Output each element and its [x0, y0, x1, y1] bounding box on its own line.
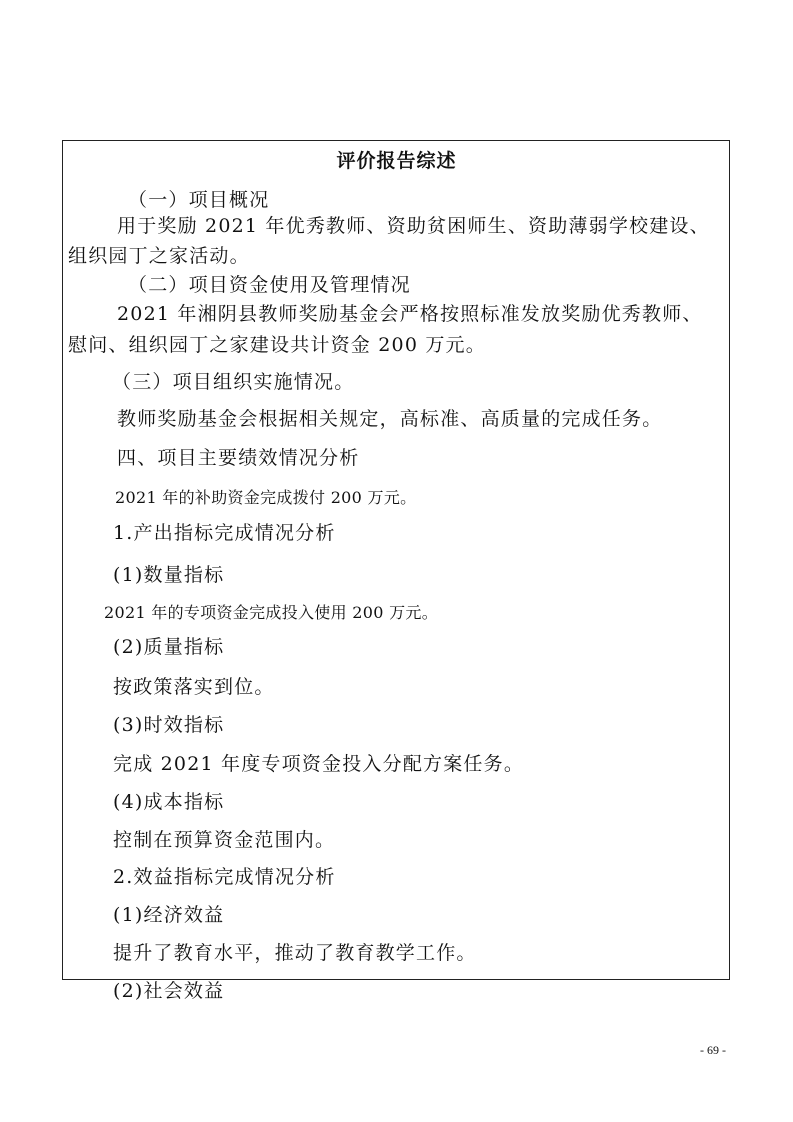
body-line: 慰问、组织园丁之家建设共计资金 200 万元。: [68, 334, 486, 356]
body-line: 完成 2021 年度专项资金投入分配方案任务。: [113, 753, 525, 775]
body-line: 组织园丁之家活动。: [68, 245, 250, 267]
subsection-heading: 2.效益指标完成情况分析: [113, 866, 336, 888]
item-heading: (3)时效指标: [113, 714, 225, 736]
body-line: 用于奖励 2021 年优秀教师、资助贫困师生、资助薄弱学校建设、: [117, 215, 710, 237]
body-line: 2021 年的补助资金完成拨付 200 万元。: [115, 488, 417, 507]
section-heading-overview: （一）项目概况: [128, 189, 270, 211]
body-line: 提升了教育水平，推动了教育教学工作。: [113, 942, 477, 964]
page-number: - 69 -: [700, 1043, 726, 1057]
subsection-heading: 1.产出指标完成情况分析: [113, 522, 336, 544]
section-heading-funds: （二）项目资金使用及管理情况: [128, 274, 411, 296]
item-heading: (1)经济效益: [113, 904, 225, 926]
item-heading: (2)社会效益: [113, 980, 225, 1002]
body-line: 按政策落实到位。: [113, 676, 275, 698]
item-heading: (2)质量指标: [113, 636, 225, 658]
report-title: 评价报告综述: [336, 150, 457, 172]
body-line: 教师奖励基金会根据相关规定，高标准、高质量的完成任务。: [117, 408, 663, 430]
body-line: 2021 年的专项资金完成投入使用 200 万元。: [104, 603, 439, 622]
section-heading-implementation: （三）项目组织实施情况。: [112, 371, 355, 393]
item-heading: (1)数量指标: [113, 564, 225, 586]
item-heading: (4)成本指标: [113, 791, 225, 813]
section-heading-performance: 四、项目主要绩效情况分析: [117, 447, 360, 469]
body-line: 2021 年湘阴县教师奖励基金会严格按照标准发放奖励优秀教师、: [117, 303, 703, 325]
body-line: 控制在预算资金范围内。: [113, 829, 336, 851]
